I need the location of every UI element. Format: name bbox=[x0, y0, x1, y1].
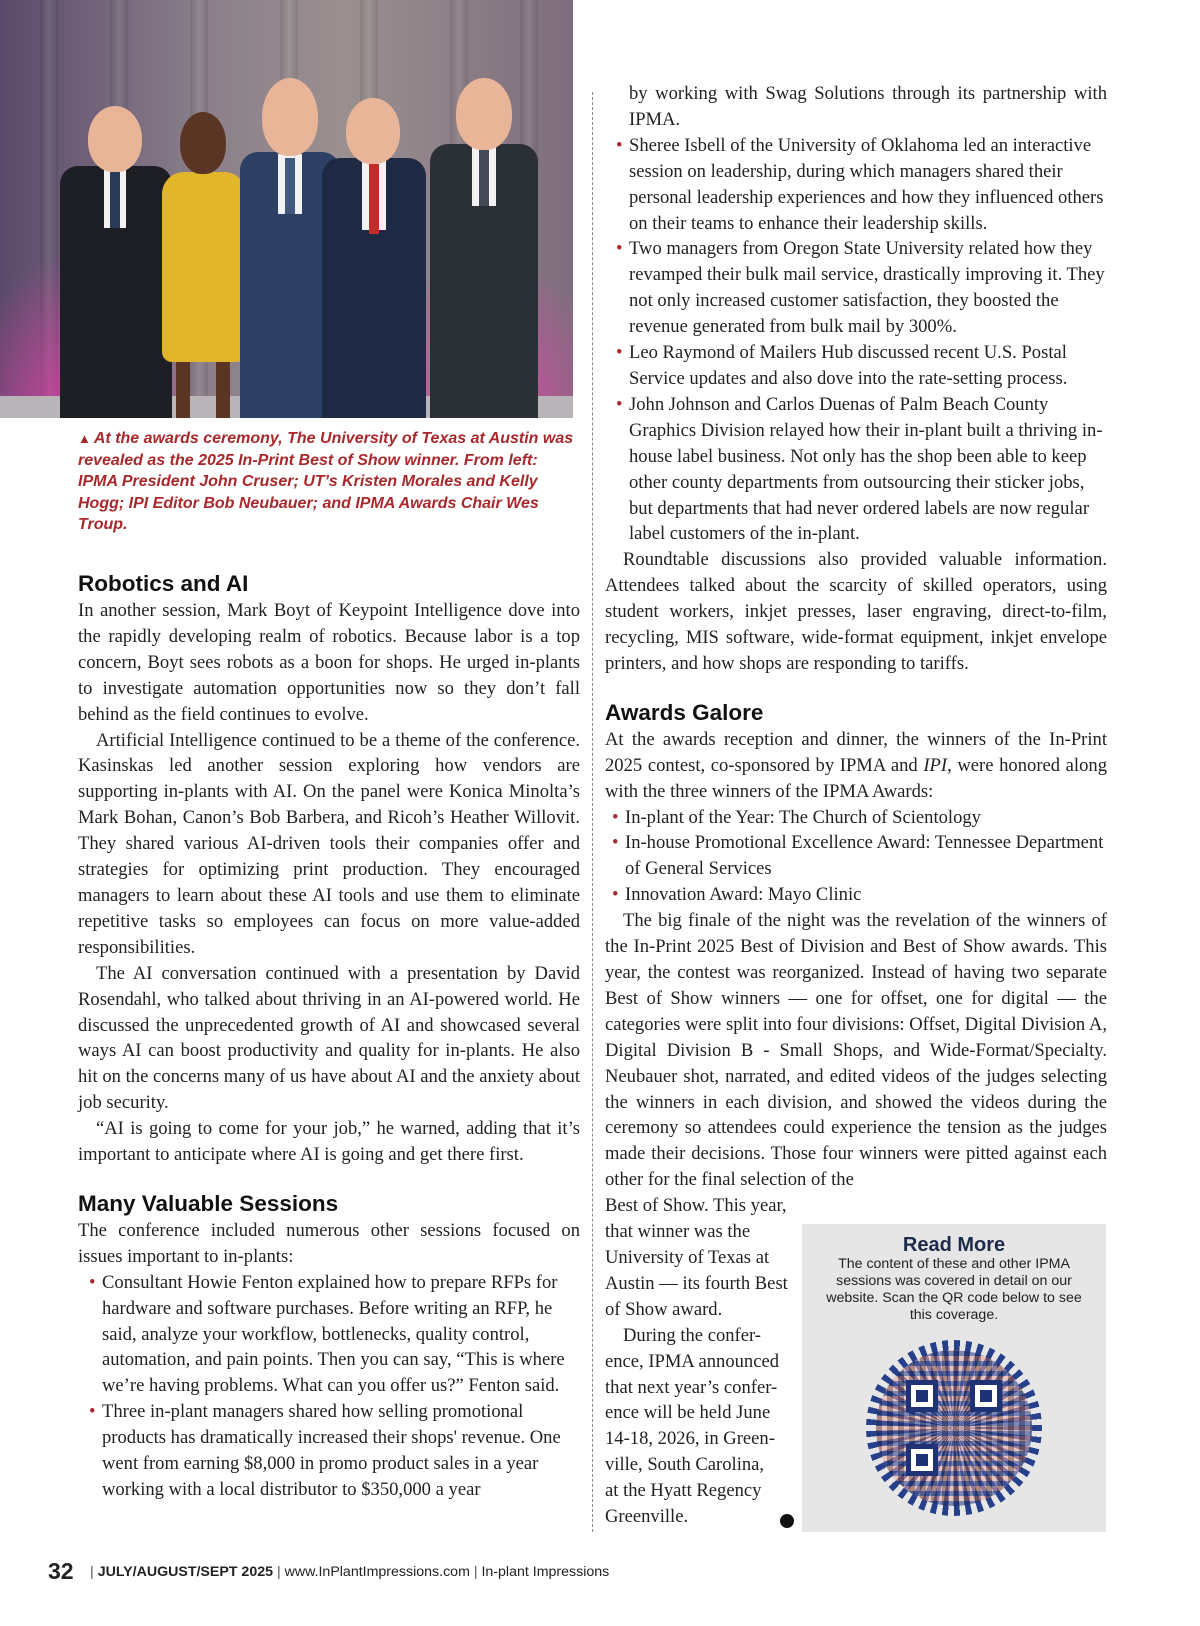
sessions-list-continued bbox=[605, 133, 1107, 548]
finale-paragraph: The big finale of the night was the revelation of the winners of the In-Print 2025 Best of Division and Best of Show awards. This year, the contest was reorganized. Instead of having two separate Best of Show winners — one for offset, one for digital — the categories were split into four divisions: Offset, Digital Division A, Digital Division B - Small Shops, and Wide-Format/Specialty. Neubauer shot, narrated, and edited videos of the judges selecting the winners in each division, and showed the videos during the ceremony so attendees could experience the tension as the judges made their decisions. Those four winners were pitted against each other for the final selection of the bbox=[605, 910, 1107, 1191]
list-item: • Consultant Howie Fenton explained how to prepare RFPs for hardware and software purchases. Before writing an RFP, he said, analyze your workflow, bottlenecks, quality control, automation, and pain points. Then you can say, “This is where we’re having problems. What can you offer us?” Fenton said. bbox=[78, 1270, 580, 1400]
ipi-italic: IPI bbox=[923, 754, 948, 776]
read-more-box bbox=[802, 1224, 1106, 1532]
sessions-list bbox=[78, 1270, 580, 1503]
narrow-line: of Show award. bbox=[605, 1298, 723, 1320]
narrow-line: 14-18, 2026, in Green- bbox=[605, 1428, 775, 1450]
narrow-line: During the confer- bbox=[623, 1324, 761, 1346]
read-more-text: The content of these and other IPMA sessions was covered in detail on our website. Scan the QR code below to see this coverage. bbox=[826, 1256, 1082, 1323]
narrow-line: ence will be held June bbox=[605, 1402, 771, 1424]
list-item: • Leo Raymond of Mailers Hub discussed recent U.S. Postal Service updates and also dove into the rate-setting process. bbox=[605, 340, 1107, 392]
narrow-line: Austin — its fourth Best bbox=[605, 1272, 788, 1294]
narrow-line: at the Hyatt Regency bbox=[605, 1480, 762, 1502]
issue-date: JULY/AUGUST/SEPT 2025 bbox=[97, 1563, 273, 1580]
awards-heading: Awards Galore bbox=[605, 699, 764, 725]
end-of-article-dot-icon bbox=[780, 1514, 794, 1528]
awards-intro: At the awards reception and dinner, the winners of the In-Print 2025 contest, co-sponsored by IPMA and IPI, were honored along with the three winners of the IPMA Awards: bbox=[605, 728, 1107, 802]
narrow-line: Greenville. bbox=[605, 1506, 689, 1528]
column-divider bbox=[592, 92, 593, 1532]
footer-info: | JULY/AUGUST/SEPT 2025 | www.InPlantImpressions.com | In-plant Impressions bbox=[90, 1563, 610, 1580]
awards-list bbox=[605, 805, 1107, 909]
narrow-text-block bbox=[605, 1193, 795, 1530]
qr-code-icon[interactable] bbox=[866, 1340, 1042, 1516]
list-item: • In-plant of the Year: The Church of Scientology bbox=[605, 805, 1107, 831]
robotics-heading: Robotics and AI bbox=[78, 571, 249, 596]
robotics-paragraph-4: “AI is going to come for your job,” he warned, adding that it’s important to anticipate where AI is going and get there first. bbox=[78, 1118, 580, 1166]
footer-url[interactable]: www.InPlantImpressions.com bbox=[284, 1563, 470, 1580]
list-item: • In-house Promotional Excellence Award: Tennessee Department of General Services bbox=[605, 830, 1107, 882]
caption-triangle-icon: ▲ bbox=[78, 431, 91, 446]
robotics-paragraph-3: The AI conversation continued with a presentation by David Rosendahl, who talked about thriving in an AI-powered world. He discussed the unprecedented growth of AI and showcased several ways AI can boost productivity and quality for in-plants. He also hit on the concerns many of us have about AI and the anxiety about job security. bbox=[78, 962, 580, 1114]
photo-caption bbox=[78, 428, 580, 536]
list-item: • Three in-plant managers shared how selling promotional products has dramatically increased their shops' revenue. One went from earning $8,000 in promo product sales in a year working with a local distributor to $350,000 a year bbox=[78, 1399, 580, 1503]
narrow-line: Best of Show. This year, bbox=[605, 1195, 787, 1217]
robotics-paragraph-1: In another session, Mark Boyt of Keypoint Intelligence dove into the rapidly developing realm of robotics. Because labor is a top concern, Boyt sees robots as a boon for shops. He urged in-plants to investigate automation opportunities now so they don’t fall behind as the field continues to evolve. bbox=[78, 600, 580, 725]
narrow-line: University of Texas at bbox=[605, 1246, 770, 1268]
read-more-title: Read More bbox=[902, 1234, 1006, 1256]
sessions-intro: The conference included numerous other sessions focused on issues important to in-plants: bbox=[78, 1219, 580, 1267]
narrow-line: ence, IPMA announced bbox=[605, 1350, 780, 1372]
award-photo bbox=[0, 0, 573, 418]
list-item: • Sheree Isbell of the University of Oklahoma led an interactive session on leadership, during which managers shared their personal leadership experiences and how they influenced others on their teams to enhance their leadership skills. bbox=[605, 133, 1107, 237]
list-item: • Innovation Award: Mayo Clinic bbox=[605, 882, 1107, 908]
continuation-text: by working with Swag Solutions through its partnership with IPMA. bbox=[629, 83, 1107, 130]
left-column bbox=[78, 570, 580, 1503]
publication-name: In-plant Impressions bbox=[481, 1563, 610, 1580]
narrow-line: that winner was the bbox=[605, 1221, 751, 1243]
narrow-line: that next year’s confer- bbox=[605, 1376, 778, 1398]
narrow-line: ville, South Carolina, bbox=[605, 1454, 765, 1476]
page-footer bbox=[48, 1558, 609, 1588]
roundtable-paragraph: Roundtable discussions also provided valuable information. Attendees talked about the scarcity of skilled operators, using student workers, inkjet presses, laser engraving, direct-to-film, recycling, MIS software, wide-format equipment, inkjet envelope printers, and how shops are responding to tariffs. bbox=[605, 549, 1107, 674]
page-number: 32 bbox=[48, 1558, 74, 1584]
caption-text: At the awards ceremony, The University of Texas at Austin was revealed as the 2025 In-Print Best of Show winner. From left: IPMA President John Cruser; UT’s Kristen Morales and Kelly Hogg; IPI Editor Bob Neubauer; and IPMA Awards Chair Wes Troup. bbox=[78, 430, 574, 533]
sessions-heading: Many Valuable Sessions bbox=[78, 1190, 339, 1216]
robotics-paragraph-2: Artificial Intelligence continued to be a theme of the conference. Kasinskas led another session exploring how vendors are supporting in-plants with AI. On the panel were Konica Minolta’s Mark Bohan, Canon’s Bob Barbera, and Ricoh’s Heather Willovit. They shared various AI-driven tools their companies offer and strategies for optimizing print production. They encouraged managers to learn about these AI tools and use them to eliminate repetitive tasks so employees can focus on more value-added responsibilities. bbox=[78, 729, 580, 958]
list-item: • Two managers from Oregon State University related how they revamped their bulk mail service, drastically improving it. They not only increased customer satisfaction, they boosted the revenue generated from bulk mail by 300%. bbox=[605, 236, 1107, 340]
list-item: • John Johnson and Carlos Duenas of Palm Beach County Graphics Division relayed how their in-plant built a thriving in-house label business. Not only has the shop been able to keep other county departments from outsourcing their sticker jobs, but departments that had never ordered labels are now regular label customers of the in-plant. bbox=[605, 392, 1107, 547]
